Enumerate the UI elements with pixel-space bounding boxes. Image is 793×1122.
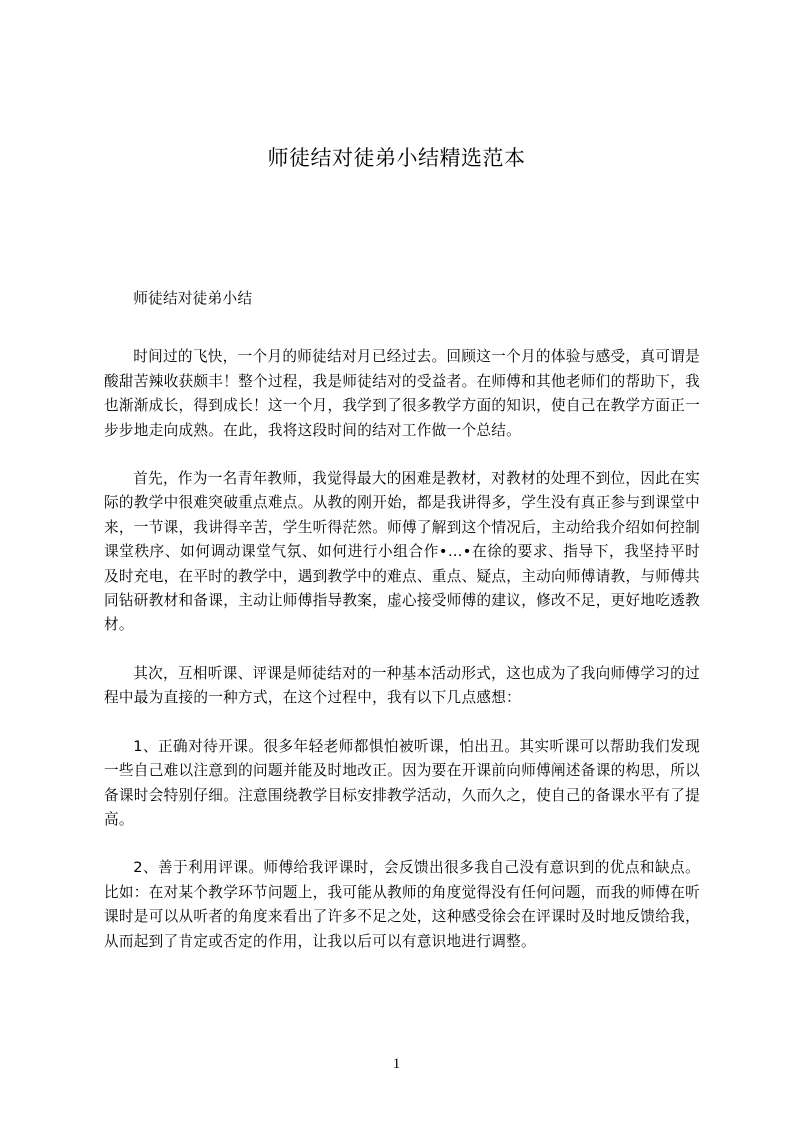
paragraph-intro: 时间过的飞快，一个月的师徒结对月已经过去。回顾这一个月的体验与感受，真可谓是酸甜苦辣收获颇丰！整个过程，我是师徒结对的受益者。在师傅和其他老师们的帮助下，我也渐渐成长，得到成长！这一个月，我学到了很多教学方面的知识，使自己在教学方面正一步步地走向成熟。在此，我将这段时间的结对工作做一个总结。 bbox=[104, 348, 700, 439]
document-subtitle: 师徒结对徒弟小结 bbox=[133, 290, 253, 307]
page-number: 1 bbox=[392, 1056, 401, 1072]
paragraph-point-1: 1、正确对待开课。很多年轻老师都惧怕被听课，怕出丑。其实听课可以帮助我们发现一些自己难以注意到的问题并能及时地改正。因为要在开课前向师傅阐述备课的构思，所以备课时会特别仔细。注意围绕教学目标安排教学活动，久而久之，使自己的备课水平有了提高。 bbox=[104, 737, 700, 828]
document-body bbox=[104, 287, 700, 954]
document-title: 师徒结对徒弟小结精选范本 bbox=[267, 146, 526, 170]
paragraph-second: 其次，互相听课、评课是师徒结对的一种基本活动形式，这也成为了我向师傅学习的过程中最为直接的一种方式，在这个过程中，我有以下几点感想： bbox=[104, 664, 700, 707]
paragraph-first: 首先，作为一名青年教师，我觉得最大的困难是教材，对教材的处理不到位，因此在实际的教学中很难突破重点难点。从教的刚开始，都是我讲得多，学生没有真正参与到课堂中来，一节课，我讲得辛苦，学生听得茫然。师傅了解到这个情况后，主动给我介绍如何控制课堂秩序、如何调动课堂气氛、如何进行小组合作•…•在徐的要求、指导下，我坚持平时及时充电，在平时的教学中，遇到教学中的难点、重点、疑点，主动向师傅请教，与师傅共同钻研教材和备课，主动让师傅指导教案，虚心接受师傅的建议，修改不足，更好地吃透教材。 bbox=[104, 470, 700, 634]
paragraph-point-2: 2、善于利用评课。师傅给我评课时，会反馈出很多我自己没有意识到的优点和缺点。比如：在对某个教学环节问题上，我可能从教师的角度觉得没有任何问题，而我的师傅在听课时是可以从听者的角度来看出了许多不足之处，这种感受徐会在评课时及时地反馈给我，从而起到了肯定或否定的作用，让我以后可以有意识地进行调整。 bbox=[104, 859, 700, 950]
